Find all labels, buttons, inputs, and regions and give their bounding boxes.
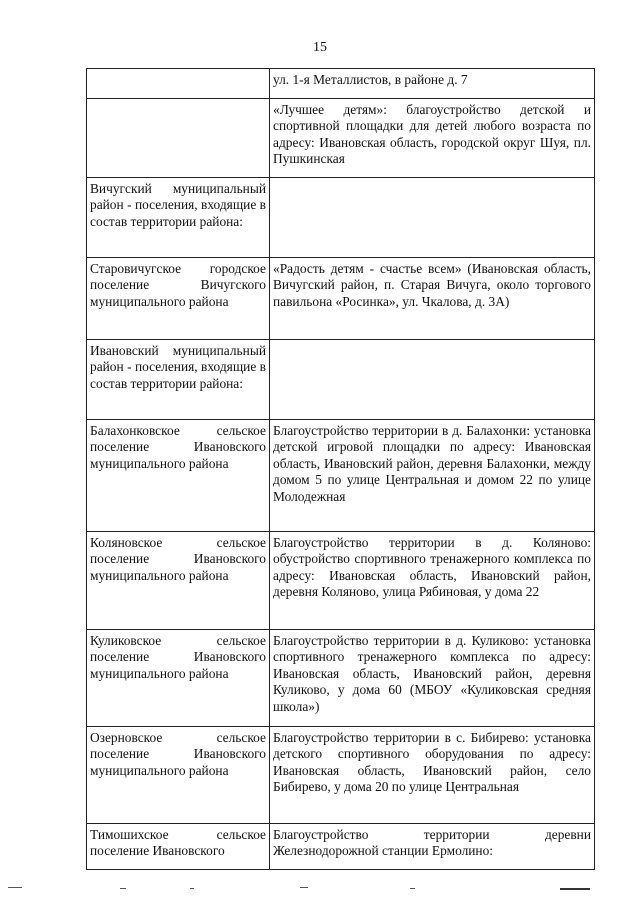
table-row — [87, 532, 595, 630]
municipality-cell: Вичугский муниципальный район - поселения, входящие в состав территории района: — [87, 178, 270, 258]
municipality-cell — [87, 99, 270, 178]
project-cell: Благоустройство территории в д. Коляново: обустройство спортивного тренажерного комплекса по адресу: Ивановская область, Ивановский район, деревня Коляново, улица Рябиновая, у дома 22 — [270, 532, 595, 630]
municipality-cell: Куликовское сельское поселение Ивановского муниципального района — [87, 630, 270, 727]
municipality-cell: Ивановский муниципальный район - поселения, входящие в состав территории района: — [87, 340, 270, 420]
projects-table — [86, 68, 595, 870]
project-cell: «Радость детям - счастье всем» (Ивановская область, Вичугский район, п. Старая Вичуга, около торгового павильона «Росинка», ул. Чкалова, д. 3А) — [270, 258, 595, 340]
table-row — [87, 340, 595, 420]
page-number: 15 — [313, 40, 327, 55]
project-cell — [270, 340, 595, 420]
project-cell: Благоустройство территории в д. Куликово: установка спортивного тренажерного комплекса по адресу: Ивановская область, Ивановский район, деревня Куликово, у дома 60 (МБОУ «Куликовская средняя школа») — [270, 630, 595, 727]
table-row — [87, 420, 595, 532]
project-cell: Благоустройство территории в д. Балахонки: установка детской игровой площадки по адресу: Ивановская область, Ивановский район, деревня Балахонки, между домом 5 по улице Центральная и домом 22 по улице Молодежная — [270, 420, 595, 532]
table-row — [87, 824, 595, 870]
table-row — [87, 69, 595, 99]
municipality-cell: Старовичугское городское поселение Вичугского муниципального района — [87, 258, 270, 340]
table-row — [87, 99, 595, 178]
project-cell: Благоустройство территории в с. Бибирево: установка детского спортивного оборудования по адресу: Ивановская область, Ивановский район, село Бибирево, у дома 20 по улице Центральная — [270, 727, 595, 824]
table-row — [87, 258, 595, 340]
table-row — [87, 630, 595, 727]
municipality-cell — [87, 69, 270, 99]
municipality-cell: Тимошихское сельское поселение Ивановского — [87, 824, 270, 870]
municipality-cell: Коляновское сельское поселение Ивановского муниципального района — [87, 532, 270, 630]
project-cell: «Лучшее детям»: благоустройство детской и спортивной площадки для детей любого возраста по адресу: Ивановская область, городской округ Шуя, пл. Пушкинская — [270, 99, 595, 178]
municipality-cell: Озерновское сельское поселение Ивановского муниципального района — [87, 727, 270, 824]
municipality-cell: Балахонковское сельское поселение Ивановского муниципального района — [87, 420, 270, 532]
table-row — [87, 727, 595, 824]
scan-artifact-line — [0, 886, 640, 892]
table-row — [87, 178, 595, 258]
project-cell: ул. 1-я Металлистов, в районе д. 7 — [270, 69, 595, 99]
project-cell: Благоустройство территории деревни Железнодорожной станции Ермолино: — [270, 824, 595, 870]
project-cell — [270, 178, 595, 258]
